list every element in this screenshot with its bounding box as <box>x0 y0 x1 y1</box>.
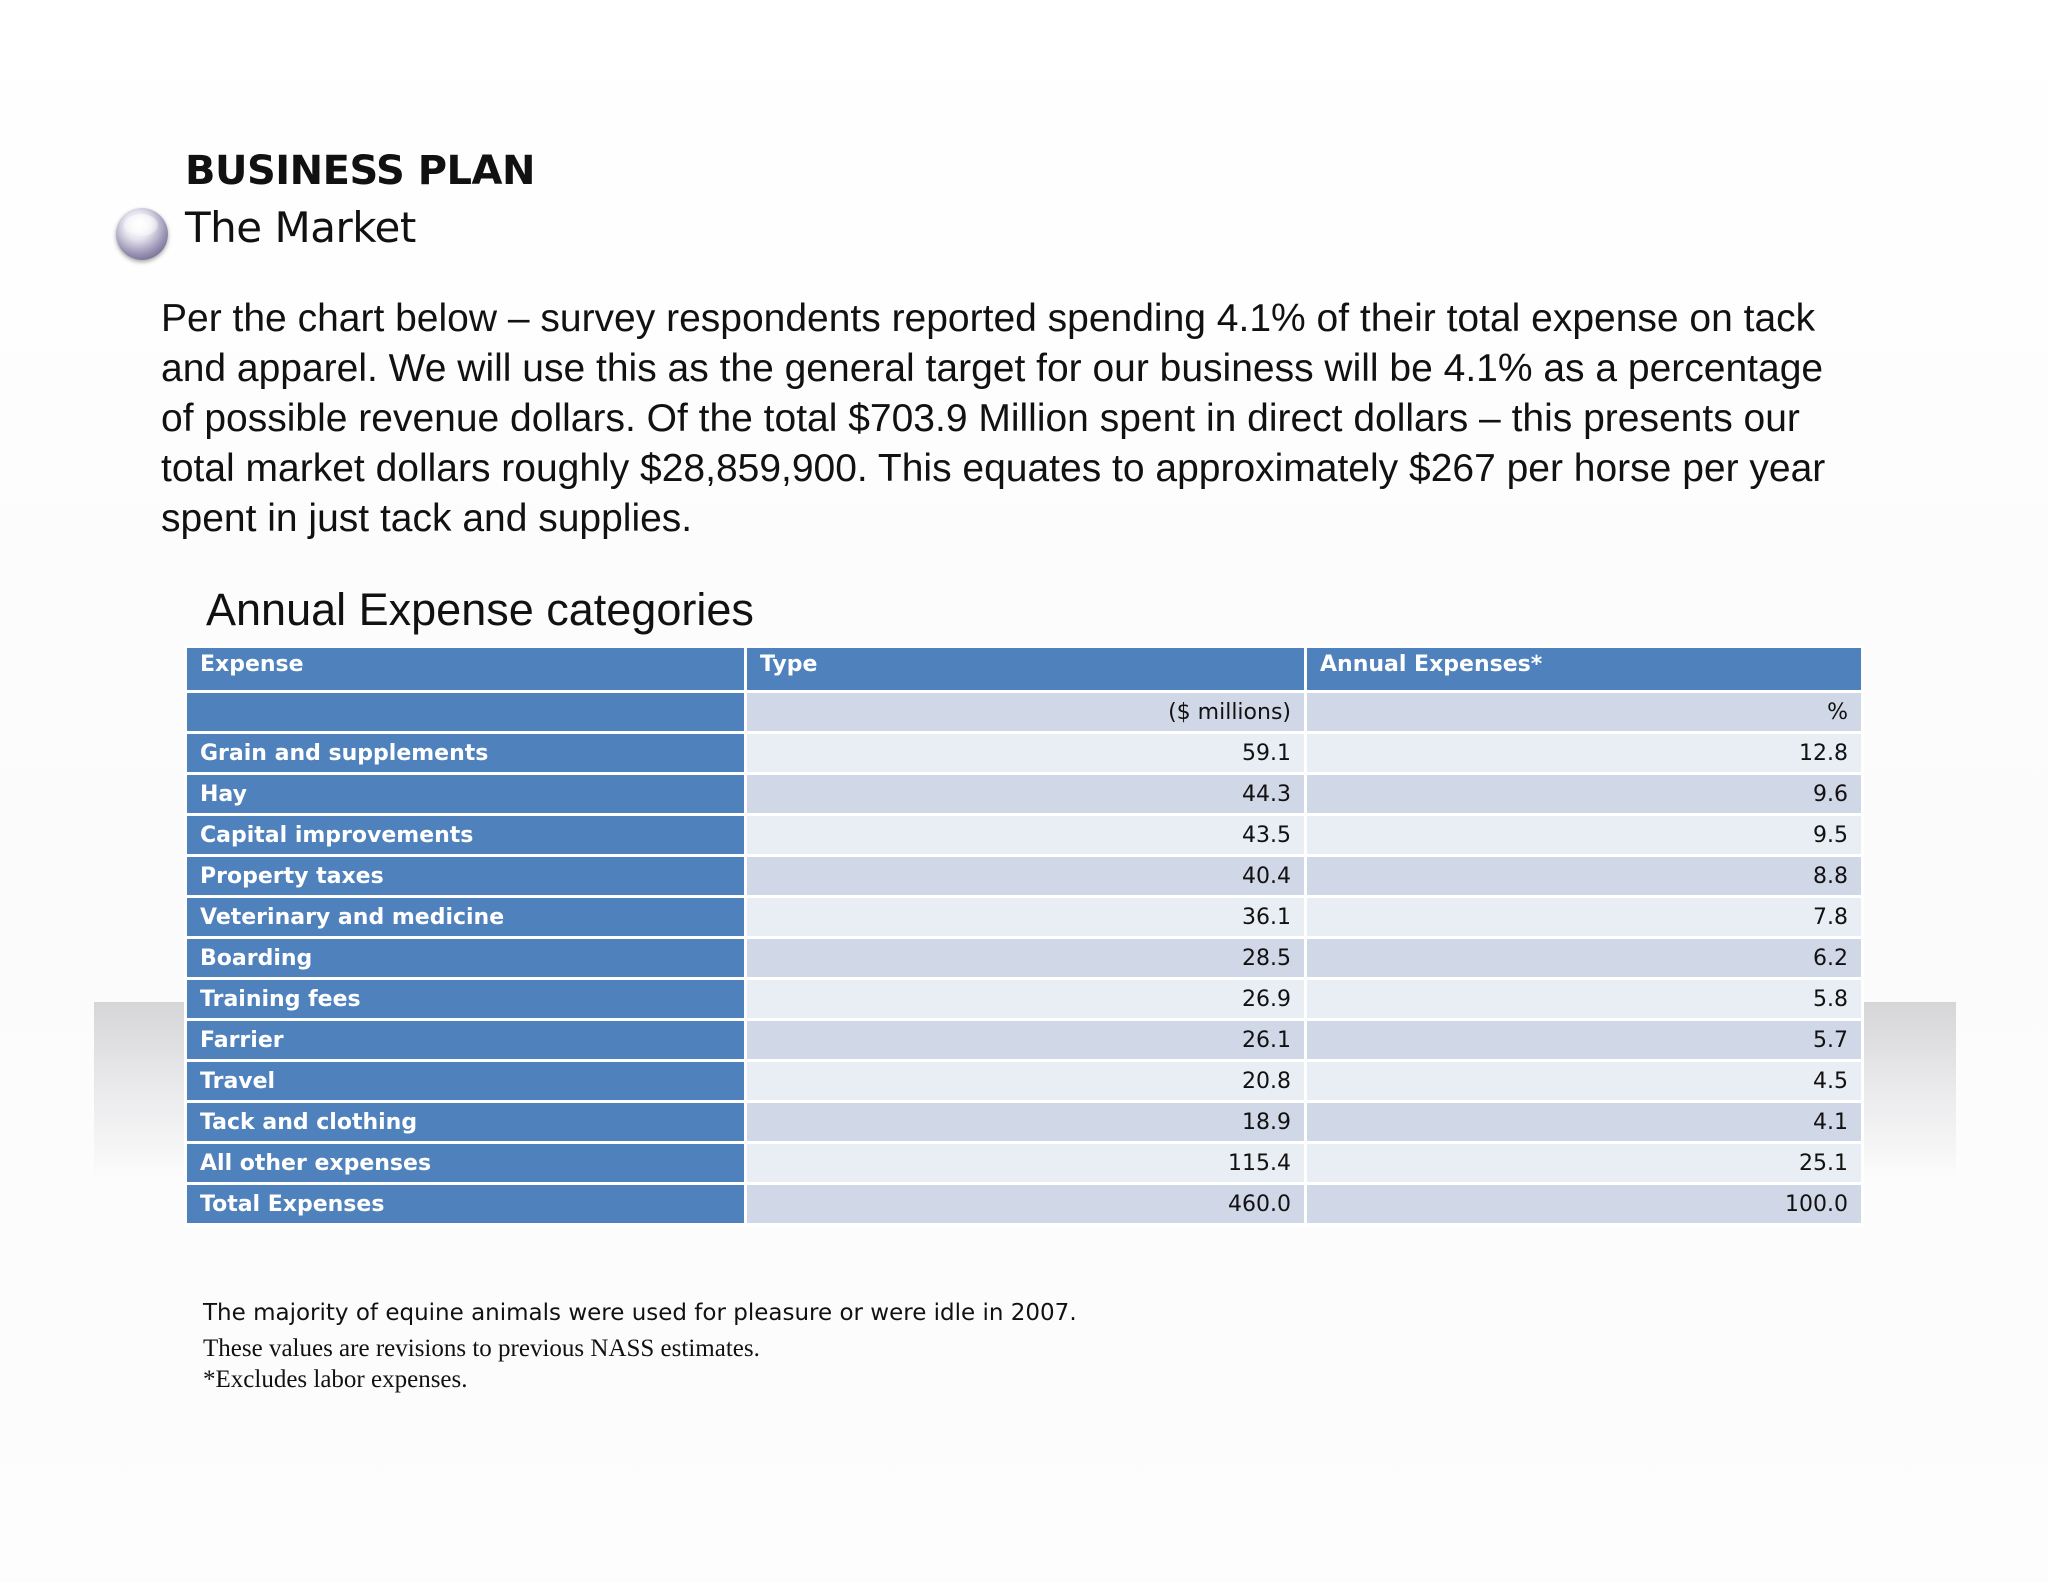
header-type: Type <box>746 647 1306 692</box>
millions-cell: 26.1 <box>746 1020 1306 1061</box>
footnote-revisions: These values are revisions to previous NASS estimates. <box>203 1335 760 1362</box>
table-row <box>186 897 1863 938</box>
percent-cell: 8.8 <box>1306 856 1863 897</box>
table-row <box>186 1184 1863 1225</box>
sphere-bullet-icon <box>116 208 168 260</box>
section-title: The Market <box>185 203 416 252</box>
millions-cell: 44.3 <box>746 774 1306 815</box>
units-label <box>186 692 746 733</box>
expense-cell: Farrier <box>186 1020 746 1061</box>
expense-cell: Travel <box>186 1061 746 1102</box>
percent-cell: 25.1 <box>1306 1143 1863 1184</box>
expense-cell: Veterinary and medicine <box>186 897 746 938</box>
millions-cell: 460.0 <box>746 1184 1306 1225</box>
table-title: Annual Expense categories <box>206 584 754 635</box>
table-row <box>186 979 1863 1020</box>
table-header-row <box>186 647 1863 692</box>
millions-cell: 36.1 <box>746 897 1306 938</box>
millions-cell: 20.8 <box>746 1061 1306 1102</box>
title-rest: PLAN <box>417 148 535 194</box>
millions-cell: 18.9 <box>746 1102 1306 1143</box>
expense-table <box>184 645 1864 1226</box>
table-row <box>186 774 1863 815</box>
units-percent: % <box>1306 692 1863 733</box>
expense-cell: Capital improvements <box>186 815 746 856</box>
table-row <box>186 1102 1863 1143</box>
percent-cell: 100.0 <box>1306 1184 1863 1225</box>
percent-cell: 6.2 <box>1306 938 1863 979</box>
title-bold: BUSINESS <box>185 148 405 194</box>
table-row <box>186 1143 1863 1184</box>
percent-cell: 5.8 <box>1306 979 1863 1020</box>
millions-cell: 28.5 <box>746 938 1306 979</box>
footnote-labor: *Excludes labor expenses. <box>203 1366 468 1393</box>
expense-cell: Tack and clothing <box>186 1102 746 1143</box>
millions-cell: 59.1 <box>746 733 1306 774</box>
page-title <box>185 148 535 194</box>
percent-cell: 9.6 <box>1306 774 1863 815</box>
percent-cell: 5.7 <box>1306 1020 1863 1061</box>
table-row <box>186 1020 1863 1061</box>
units-row <box>186 692 1863 733</box>
units-millions: ($ millions) <box>746 692 1306 733</box>
percent-cell: 4.1 <box>1306 1102 1863 1143</box>
table-row <box>186 1061 1863 1102</box>
header-expense: Expense <box>186 647 746 692</box>
expense-cell: All other expenses <box>186 1143 746 1184</box>
table-row <box>186 733 1863 774</box>
expense-cell: Training fees <box>186 979 746 1020</box>
expense-cell: Boarding <box>186 938 746 979</box>
table-row <box>186 815 1863 856</box>
millions-cell: 26.9 <box>746 979 1306 1020</box>
table-row <box>186 938 1863 979</box>
percent-cell: 12.8 <box>1306 733 1863 774</box>
expense-cell: Total Expenses <box>186 1184 746 1225</box>
millions-cell: 40.4 <box>746 856 1306 897</box>
expense-cell: Hay <box>186 774 746 815</box>
percent-cell: 9.5 <box>1306 815 1863 856</box>
intro-paragraph: Per the chart below – survey respondents reported spending 4.1% of their total expense on tack and apparel. We will use this as the general target for our business will be 4.1% as a percentage of possible revenue dollars. Of the total $703.9 Million spent in direct dollars – this presents our total market dollars roughly $28,859,900. This equates to approximately $267 per horse per year spent in just tack and supplies. <box>161 297 1826 540</box>
percent-cell: 4.5 <box>1306 1061 1863 1102</box>
millions-cell: 115.4 <box>746 1143 1306 1184</box>
percent-cell: 7.8 <box>1306 897 1863 938</box>
footnote-pleasure: The majority of equine animals were used for pleasure or were idle in 2007. <box>203 1300 1077 1326</box>
expense-cell: Property taxes <box>186 856 746 897</box>
millions-cell: 43.5 <box>746 815 1306 856</box>
expense-cell: Grain and supplements <box>186 733 746 774</box>
table-row <box>186 856 1863 897</box>
header-annual-expenses: Annual Expenses* <box>1306 647 1863 692</box>
